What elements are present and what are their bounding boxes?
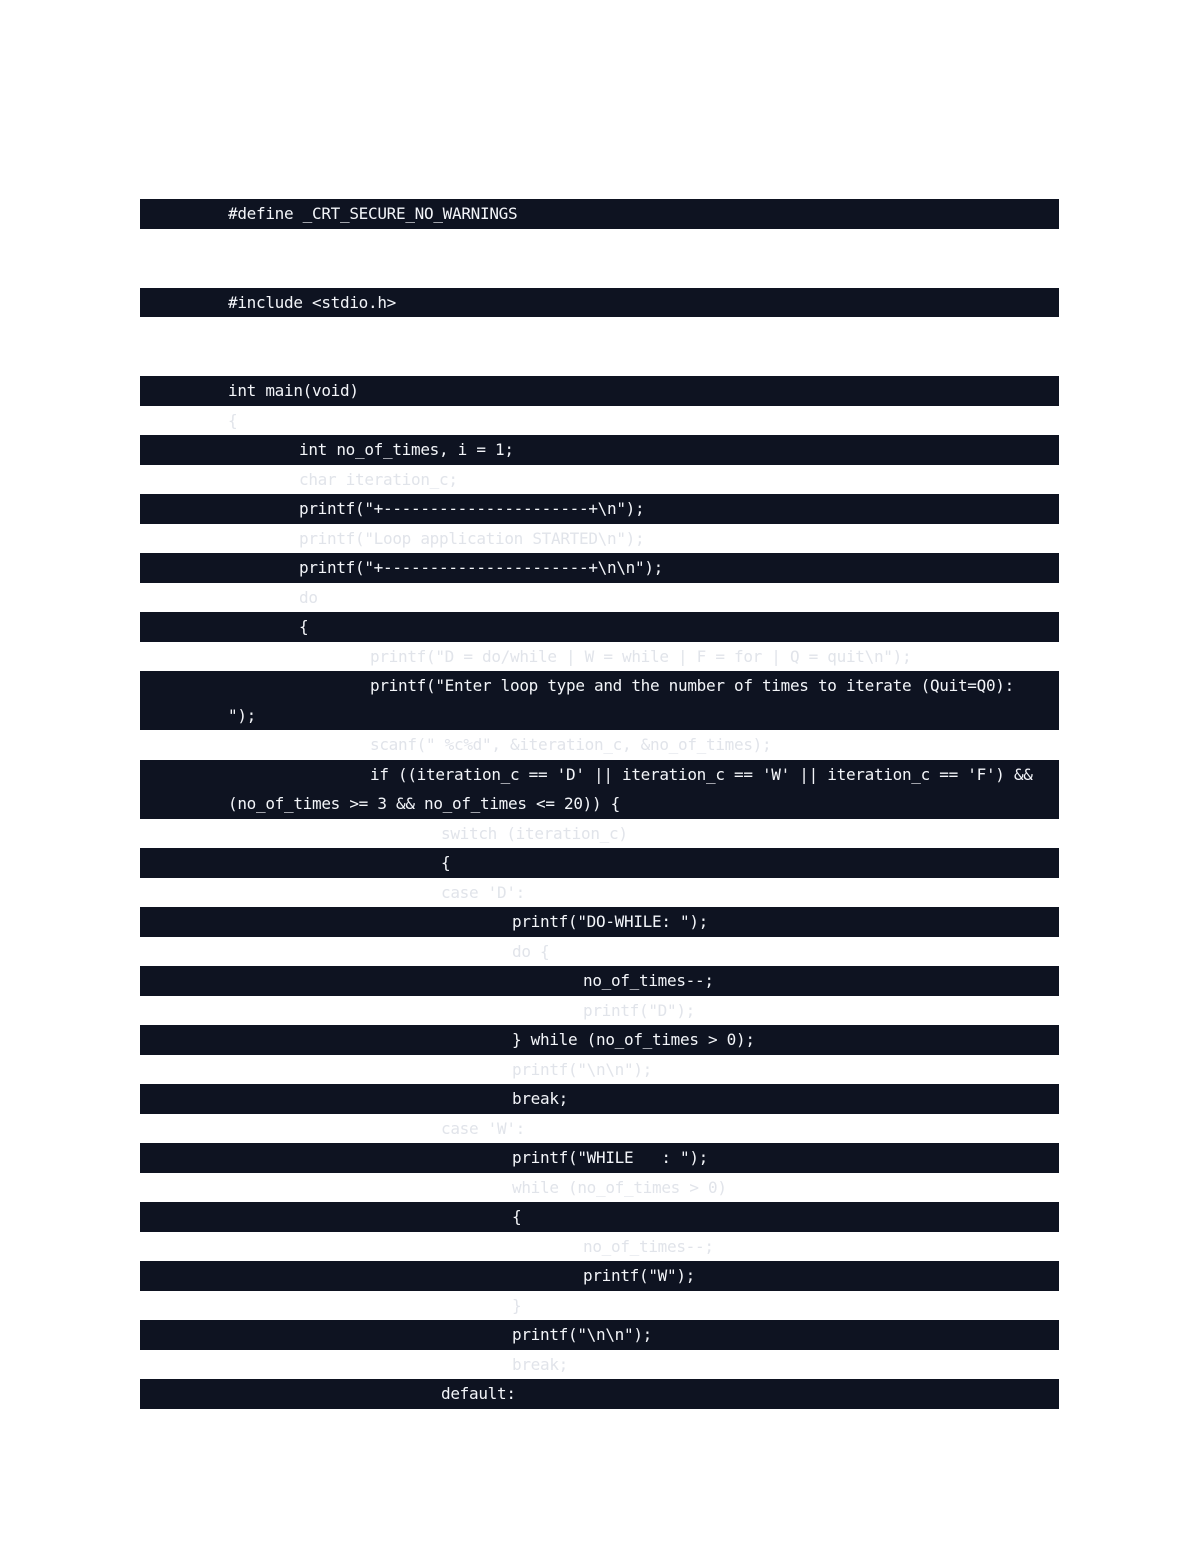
code-line-text: case 'D': [441, 882, 525, 902]
code-line-text: break; [512, 1354, 568, 1374]
code-line-text: printf("WHILE : "); [512, 1148, 708, 1167]
code-line [140, 730, 1059, 760]
code-line-text: no_of_times--; [583, 1236, 714, 1256]
code-line-text: printf("+----------------------+\n"); [299, 499, 645, 518]
code-line-text: { [228, 410, 238, 430]
code-line [140, 465, 1059, 495]
code-line [140, 937, 1059, 967]
code-line-text: printf("D = do/while | W = while | F = for | Q = quit\n"); [370, 646, 912, 666]
code-line-text: } while (no_of_times > 0); [512, 1030, 755, 1049]
code-line-text: do { [512, 941, 550, 961]
code-line [140, 760, 1059, 819]
code-line [140, 642, 1059, 672]
code-line [140, 878, 1059, 908]
code-line-text: printf("W"); [583, 1266, 695, 1285]
code-line [140, 671, 1059, 730]
code-line-text: printf("Loop application STARTED\n"); [299, 528, 645, 548]
code-line [140, 612, 1059, 642]
code-line [140, 199, 1059, 229]
code-line [140, 1084, 1059, 1114]
code-line-text: { [299, 617, 309, 636]
code-line-text: #define _CRT_SECURE_NO_WARNINGS [228, 204, 518, 223]
code-line [140, 1261, 1059, 1291]
code-line [140, 996, 1059, 1026]
code-line-text: #include <stdio.h> [228, 292, 396, 312]
code-line-text: printf("\n\n"); [512, 1059, 652, 1079]
code-line [140, 553, 1059, 583]
code-line [140, 907, 1059, 937]
code-line [140, 1291, 1059, 1321]
code-line-text: if ((iteration_c == 'D' || iteration_c == 'W' || iteration_c == 'F') && (no_of_times >= 3 && no_of_times <= 20)) { [228, 764, 1042, 813]
code-line-text: { [441, 853, 451, 872]
code-line-text: default: [441, 1384, 516, 1403]
code-line-text: printf("\n\n"); [512, 1325, 652, 1344]
code-line-text: do [299, 587, 318, 607]
code-line [140, 1173, 1059, 1203]
code-line [140, 1114, 1059, 1144]
code-line [140, 583, 1059, 613]
code-line-text: no_of_times--; [583, 971, 714, 990]
code-line [140, 848, 1059, 878]
code-line [140, 376, 1059, 406]
code-line [140, 1320, 1059, 1350]
code-line [140, 966, 1059, 996]
code-line [140, 1025, 1059, 1055]
code-line-text: printf("D"); [583, 1000, 695, 1020]
code-line-text: printf("Enter loop type and the number of times to iterate (Quit=Q0): "); [228, 676, 1024, 725]
code-line-text: } [512, 1295, 522, 1315]
code-line-text: char iteration_c; [299, 469, 458, 489]
code-line-text: printf("+----------------------+\n\n"); [299, 558, 663, 577]
code-line [140, 435, 1059, 465]
code-line-text: int no_of_times, i = 1; [299, 440, 514, 459]
code-line [140, 1350, 1059, 1380]
code-line-text: break; [512, 1089, 568, 1108]
code-line [140, 524, 1059, 554]
code-line [140, 819, 1059, 849]
code-line [140, 494, 1059, 524]
code-line-text: printf("DO-WHILE: "); [512, 912, 708, 931]
code-line [140, 406, 1059, 436]
code-line [140, 288, 1059, 318]
code-line [140, 1232, 1059, 1262]
code-line-text: scanf(" %c%d", &iteration_c, &no_of_times); [370, 735, 772, 754]
code-line-text: switch (iteration_c) [441, 823, 628, 843]
code-line-text: int main(void) [228, 381, 359, 400]
code-line-text: while (no_of_times > 0) [512, 1177, 727, 1197]
code-line [140, 1379, 1059, 1409]
code-line [140, 1202, 1059, 1232]
code-line [140, 1143, 1059, 1173]
code-line-text: { [512, 1207, 522, 1226]
code-line [140, 1055, 1059, 1085]
code-line-text: case 'W': [441, 1118, 525, 1138]
